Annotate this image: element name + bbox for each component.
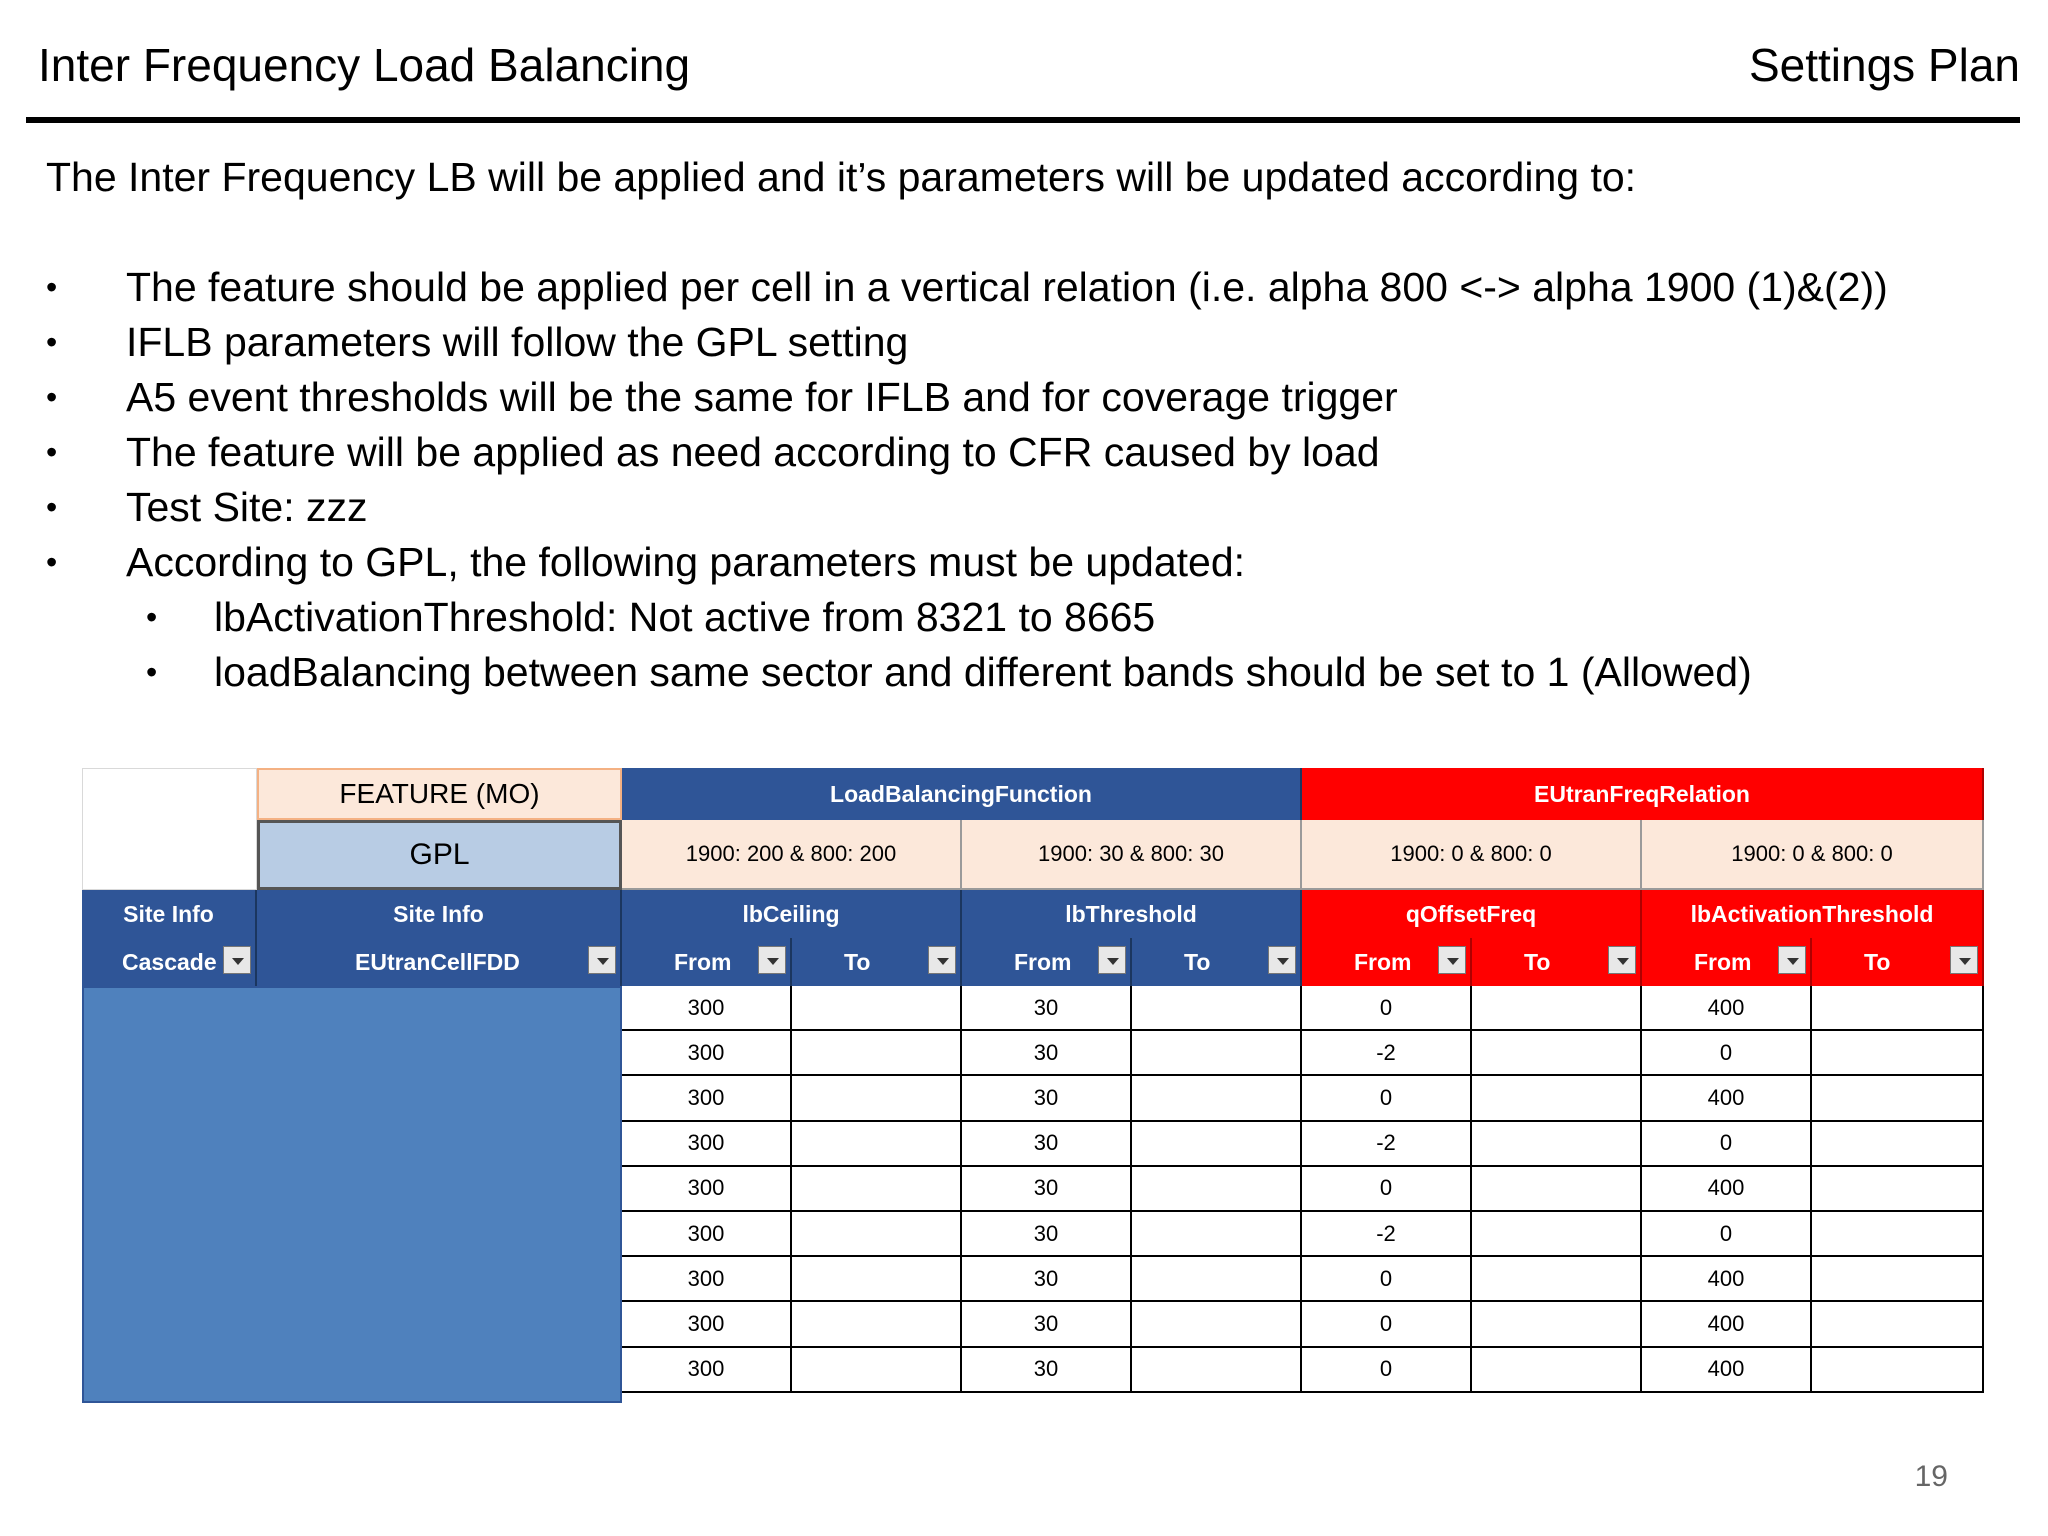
table-cell[interactable] <box>1812 1076 1984 1121</box>
table-cell[interactable] <box>792 1167 962 1212</box>
gpl-value-cell: 1900: 30 & 800: 30 <box>962 820 1302 890</box>
param-header: lbThreshold <box>962 890 1302 938</box>
table-cell[interactable]: 0 <box>1302 1257 1472 1302</box>
table-cell[interactable]: 300 <box>622 1076 792 1121</box>
bullet-dot: • <box>46 489 58 525</box>
table-cell[interactable]: 0 <box>1302 1348 1472 1393</box>
filter-dropdown-icon[interactable] <box>1778 946 1806 974</box>
param-header: lbActivationThreshold <box>1642 890 1984 938</box>
site-info-block <box>82 986 622 1403</box>
bullet-text: The feature should be applied per cell in a vertical relation (i.e. alpha 800 <-> alpha 1900 (1)&(2)) <box>126 264 1888 310</box>
column-header[interactable] <box>1642 938 1812 986</box>
column-header-label: To <box>1184 948 1211 975</box>
table-cell[interactable]: 300 <box>622 1212 792 1257</box>
sub-bullet-text: lbActivationThreshold: Not active from 8321 to 8665 <box>214 594 1156 640</box>
table-cell[interactable]: -2 <box>1302 1122 1472 1167</box>
table-cell[interactable]: 400 <box>1642 986 1812 1031</box>
table-cell[interactable]: 300 <box>622 1167 792 1212</box>
table-cell[interactable] <box>792 1302 962 1347</box>
feature-mo-label: FEATURE (MO) <box>257 768 622 820</box>
column-header[interactable] <box>792 938 962 986</box>
table-cell[interactable] <box>792 986 962 1031</box>
table-cell[interactable]: 0 <box>1302 1076 1472 1121</box>
table-cell[interactable]: 0 <box>1302 986 1472 1031</box>
slide-title: Inter Frequency Load Balancing <box>38 39 691 91</box>
column-header[interactable] <box>1472 938 1642 986</box>
table-cell[interactable]: 30 <box>962 1212 1132 1257</box>
table-cell[interactable]: 0 <box>1642 1031 1812 1076</box>
table-cell[interactable] <box>1812 1212 1984 1257</box>
bullet-dot: • <box>46 269 58 305</box>
table-cell[interactable]: 0 <box>1302 1167 1472 1212</box>
bullet-dot: • <box>46 324 58 360</box>
table-cell[interactable]: 30 <box>962 1348 1132 1393</box>
filter-dropdown-icon[interactable] <box>1268 946 1296 974</box>
table-cell[interactable]: 300 <box>622 986 792 1031</box>
table-cell[interactable] <box>1812 1257 1984 1302</box>
section-label: Settings Plan <box>1748 39 2020 91</box>
column-header[interactable] <box>82 938 257 986</box>
table-cell[interactable]: 300 <box>622 1257 792 1302</box>
column-header-label: EUtranCellFDD <box>355 948 520 975</box>
table-cell[interactable]: 300 <box>622 1031 792 1076</box>
gpl-value-cell: 1900: 200 & 800: 200 <box>622 820 962 890</box>
filter-dropdown-icon[interactable] <box>1950 946 1978 974</box>
intro-text: The Inter Frequency LB will be applied and it’s parameters will be updated according to: <box>46 154 1637 200</box>
param-header: lbCeiling <box>622 890 962 938</box>
bullet-dot: • <box>46 544 58 580</box>
bullet-dot: • <box>46 434 58 470</box>
table-cell[interactable]: 30 <box>962 986 1132 1031</box>
filter-dropdown-icon[interactable] <box>1608 946 1636 974</box>
bullet-text: IFLB parameters will follow the GPL setting <box>126 319 909 365</box>
table-cell[interactable] <box>1132 1076 1302 1121</box>
filter-dropdown-icon[interactable] <box>223 946 251 974</box>
column-header-label: To <box>844 948 871 975</box>
gpl-value-cell: 1900: 0 & 800: 0 <box>1642 820 1984 890</box>
table-cell[interactable]: 30 <box>962 1031 1132 1076</box>
table-cell[interactable] <box>1472 1302 1642 1347</box>
column-header[interactable] <box>622 938 792 986</box>
table-cell[interactable] <box>1812 1031 1984 1076</box>
table-cell[interactable]: 300 <box>622 1122 792 1167</box>
bullet-dot: • <box>46 379 58 415</box>
table-cell[interactable] <box>1812 1167 1984 1212</box>
table-cell[interactable]: 400 <box>1642 1348 1812 1393</box>
table-cell[interactable]: 300 <box>622 1348 792 1393</box>
table-cell[interactable]: 0 <box>1642 1122 1812 1167</box>
filter-dropdown-icon[interactable] <box>758 946 786 974</box>
bullet-dot: • <box>146 599 158 635</box>
filter-dropdown-icon[interactable] <box>928 946 956 974</box>
table-cell[interactable] <box>1132 1212 1302 1257</box>
column-header-label: Cascade <box>122 948 217 975</box>
table-cell[interactable] <box>1132 1122 1302 1167</box>
table-cell[interactable] <box>792 1348 962 1393</box>
column-header-label: To <box>1524 948 1551 975</box>
mo-group-header: LoadBalancingFunction <box>622 768 1302 820</box>
site-info-header: Site Info <box>257 890 622 938</box>
column-header-label: From <box>1354 948 1412 975</box>
table-cell[interactable] <box>1132 1031 1302 1076</box>
table-cell[interactable] <box>792 1212 962 1257</box>
table-cell[interactable] <box>1812 1302 1984 1347</box>
table-cell[interactable]: 400 <box>1642 1076 1812 1121</box>
title-divider <box>26 117 2020 123</box>
param-header: qOffsetFreq <box>1302 890 1642 938</box>
table-cell[interactable] <box>1472 1257 1642 1302</box>
table-cell[interactable]: 400 <box>1642 1302 1812 1347</box>
bullet-text: A5 event thresholds will be the same for IFLB and for coverage trigger <box>126 374 1398 420</box>
table-cell[interactable] <box>1132 1167 1302 1212</box>
column-header-label: To <box>1864 948 1891 975</box>
column-header-label: From <box>1014 948 1072 975</box>
table-cell[interactable]: 30 <box>962 1257 1132 1302</box>
table-cell[interactable] <box>1132 1302 1302 1347</box>
column-header[interactable] <box>962 938 1132 986</box>
table-cell[interactable]: 30 <box>962 1302 1132 1347</box>
table-cell[interactable]: -2 <box>1302 1212 1472 1257</box>
column-header[interactable] <box>1812 938 1984 986</box>
column-header-label: From <box>1694 948 1752 975</box>
table-cell[interactable] <box>1472 1122 1642 1167</box>
column-header-label: From <box>674 948 732 975</box>
table-cell[interactable] <box>792 1031 962 1076</box>
table-cell[interactable] <box>792 1122 962 1167</box>
bullet-dot: • <box>146 654 158 690</box>
gpl-label: GPL <box>257 820 622 890</box>
table-cell[interactable] <box>1812 986 1984 1031</box>
site-info-header: Site Info <box>82 890 257 938</box>
gpl-parameter-table <box>82 768 1986 1408</box>
table-cell[interactable] <box>1132 986 1302 1031</box>
table-cell[interactable] <box>1472 1212 1642 1257</box>
table-cell[interactable] <box>792 1257 962 1302</box>
column-header[interactable] <box>257 938 622 986</box>
table-cell[interactable]: 400 <box>1642 1167 1812 1212</box>
table-cell[interactable]: 30 <box>962 1122 1132 1167</box>
mo-group-header: EUtranFreqRelation <box>1302 768 1984 820</box>
table-cell[interactable]: 400 <box>1642 1257 1812 1302</box>
table-cell[interactable]: 30 <box>962 1076 1132 1121</box>
page-number: 19 <box>1914 1460 1948 1493</box>
table-cell[interactable]: 300 <box>622 1302 792 1347</box>
table-cell[interactable] <box>1472 1348 1642 1393</box>
table-cell[interactable]: 30 <box>962 1167 1132 1212</box>
bullet-text: According to GPL, the following parameters must be updated: <box>126 539 1246 585</box>
table-cell[interactable] <box>1132 1257 1302 1302</box>
table-cell[interactable] <box>1132 1348 1302 1393</box>
blank-cell <box>82 768 257 890</box>
table-cell[interactable] <box>1812 1348 1984 1393</box>
table-cell[interactable] <box>1472 1076 1642 1121</box>
table-cell[interactable] <box>1472 986 1642 1031</box>
filter-dropdown-icon[interactable] <box>1098 946 1126 974</box>
sub-bullet-text: loadBalancing between same sector and different bands should be set to 1 (Allowed) <box>214 649 1752 695</box>
table-cell[interactable] <box>1812 1122 1984 1167</box>
bullet-text: The feature will be applied as need according to CFR caused by load <box>126 429 1380 475</box>
table-cell[interactable] <box>1472 1031 1642 1076</box>
column-header[interactable] <box>1132 938 1302 986</box>
filter-dropdown-icon[interactable] <box>588 946 616 974</box>
gpl-value-cell: 1900: 0 & 800: 0 <box>1302 820 1642 890</box>
column-header[interactable] <box>1302 938 1472 986</box>
filter-dropdown-icon[interactable] <box>1438 946 1466 974</box>
table-cell[interactable] <box>1472 1167 1642 1212</box>
bullet-text: Test Site: zzz <box>126 484 368 530</box>
table-cell[interactable] <box>792 1076 962 1121</box>
table-cell[interactable]: 0 <box>1302 1302 1472 1347</box>
table-cell[interactable]: -2 <box>1302 1031 1472 1076</box>
table-cell[interactable]: 0 <box>1642 1212 1812 1257</box>
